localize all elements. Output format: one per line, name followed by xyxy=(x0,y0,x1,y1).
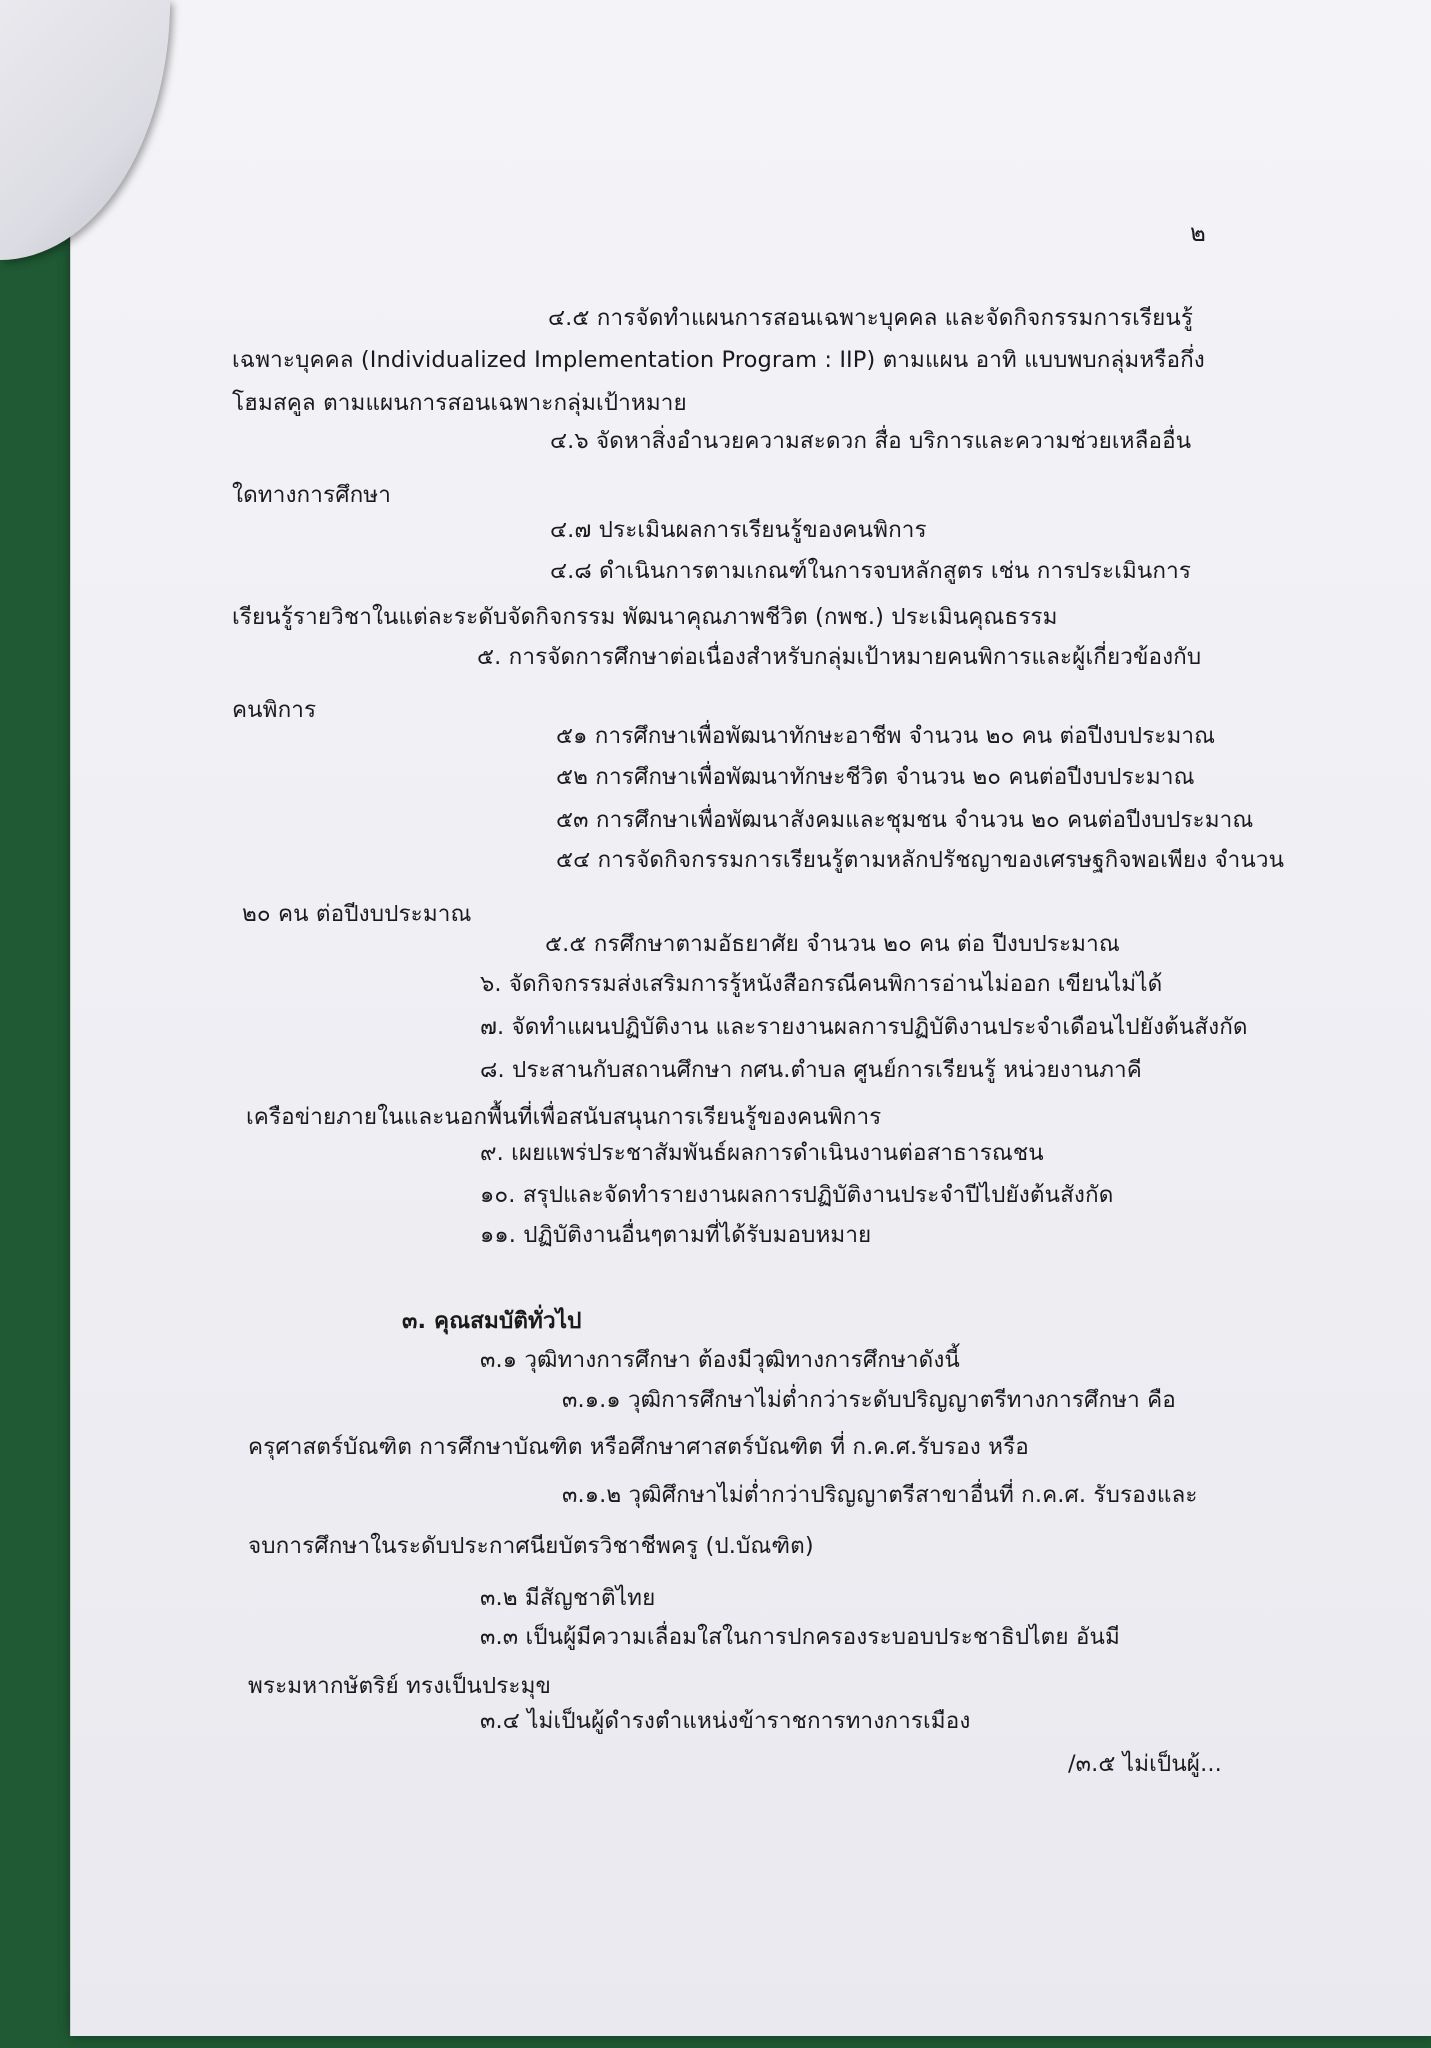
text-line: เรียนรู้รายวิชาในแต่ละระดับจัดกิจกรรม พัฒนาคุณภาพชีวิต (กพช.) ประเมินคุณธรรม xyxy=(232,604,1058,630)
text-line: จบการศึกษาในระดับประกาศนียบัตรวิชาชีพครู (ป.บัณฑิต) xyxy=(248,1533,814,1559)
text-line: ครุศาสตร์บัณฑิต การศึกษาบัณฑิต หรือศึกษาศาสตร์บัณฑิต ที่ ก.ค.ศ.รับรอง หรือ xyxy=(248,1434,1029,1460)
text-line: พระมหากษัตริย์ ทรงเป็นประมุข xyxy=(248,1673,552,1699)
text-line: เฉพาะบุคคล (Individualized Implementation Program : IIP) ตามแผน อาทิ แบบพบกลุ่มหรือกึ่ง xyxy=(232,347,1205,373)
text-line: ๑๑. ปฏิบัติงานอื่นๆตามที่ได้รับมอบหมาย xyxy=(480,1222,872,1248)
text-line: ๓.๑.๑ วุฒิการศึกษาไม่ต่ำกว่าระดับปริญญาตรีทางการศึกษา คือ xyxy=(562,1387,1176,1413)
text-line: ๕๔ การจัดกิจกรรมการเรียนรู้ตามหลักปรัชญาของเศรษฐกิจพอเพียง จำนวน xyxy=(556,847,1285,873)
page-number: ๒ xyxy=(1190,219,1206,247)
section-heading: ๓. คุณสมบัติทั่วไป xyxy=(402,1308,582,1334)
text-line: ๕.๕ กรศึกษาตามอัธยาศัย จำนวน ๒๐ คน ต่อ ปีงบประมาณ xyxy=(545,931,1120,957)
text-line: ๗. จัดทำแผนปฏิบัติงาน และรายงานผลการปฏิบัติงานประจำเดือนไปยังต้นสังกัด xyxy=(480,1014,1248,1040)
text-line: ๙. เผยแพร่ประชาสัมพันธ์ผลการดำเนินงานต่อสาธารณชน xyxy=(480,1140,1044,1166)
continuation-note: /๓.๕ ไม่เป็นผู้... xyxy=(1068,1751,1222,1777)
text-line: ๔.๕ การจัดทำแผนการสอนเฉพาะบุคคล และจัดกิจกรรมการเรียนรู้ xyxy=(548,305,1194,331)
text-line: ๓.๓ เป็นผู้มีความเลื่อมใสในการปกครองระบอบประชาธิปไตย อันมี xyxy=(480,1624,1120,1650)
text-line: ๓.๒ มีสัญชาติไทย xyxy=(480,1585,656,1611)
text-line: ๓.๑ วุฒิทางการศึกษา ต้องมีวุฒิทางการศึกษาดังนี้ xyxy=(480,1347,960,1373)
text-line: เครือข่ายภายในและนอกพื้นที่เพื่อสนับสนุนการเรียนรู้ของคนพิการ xyxy=(246,1104,882,1130)
text-line: ๔.๖ จัดหาสิ่งอำนวยความสะดวก สื่อ บริการและความช่วยเหลืออื่น xyxy=(550,428,1192,454)
text-line: ๘. ประสานกับสถานศึกษา กศน.ตำบล ศูนย์การเรียนรู้ หน่วยงานภาคี xyxy=(480,1057,1142,1083)
text-line: ๕. การจัดการศึกษาต่อเนื่องสำหรับกลุ่มเป้าหมายคนพิการและผู้เกี่ยวข้องกับ xyxy=(477,644,1202,670)
text-line: ๖. จัดกิจกรรมส่งเสริมการรู้หนังสือกรณีคนพิการอ่านไม่ออก เขียนไม่ได้ xyxy=(480,971,1163,997)
text-line: ๔.๗ ประเมินผลการเรียนรู้ของคนพิการ xyxy=(550,517,927,543)
text-line: ๒๐ คน ต่อปีงบประมาณ xyxy=(242,901,472,927)
text-line: ๕๒ การศึกษาเพื่อพัฒนาทักษะชีวิต จำนวน ๒๐ คนต่อปีงบประมาณ xyxy=(556,764,1195,790)
text-line: คนพิการ xyxy=(232,697,317,723)
text-line: ๑๐. สรุปและจัดทำรายงานผลการปฏิบัติงานประจำปีไปยังต้นสังกัด xyxy=(480,1182,1114,1208)
text-line: ใดทางการศึกษา xyxy=(232,482,391,508)
text-line: ๓.๑.๒ วุฒิศึกษาไม่ต่ำกว่าปริญญาตรีสาขาอื่นที่ ก.ค.ศ. รับรองและ xyxy=(562,1482,1198,1508)
text-line: ๓.๔ ไม่เป็นผู้ดำรงตำแหน่งข้าราชการทางการเมือง xyxy=(480,1708,971,1734)
text-line: ๕๓ การศึกษาเพื่อพัฒนาสังคมและชุมชน จำนวน ๒๐ คนต่อปีงบประมาณ xyxy=(556,807,1254,833)
text-line: ๔.๘ ดำเนินการตามเกณฑ์ในการจบหลักสูตร เช่น การประเมินการ xyxy=(550,558,1192,584)
text-line: ๕๑ การศึกษาเพื่อพัฒนาทักษะอาชีพ จำนวน ๒๐ คน ต่อปีงบประมาณ xyxy=(556,723,1216,749)
text-line: โฮมสคูล ตามแผนการสอนเฉพาะกลุ่มเป้าหมาย xyxy=(232,390,687,416)
